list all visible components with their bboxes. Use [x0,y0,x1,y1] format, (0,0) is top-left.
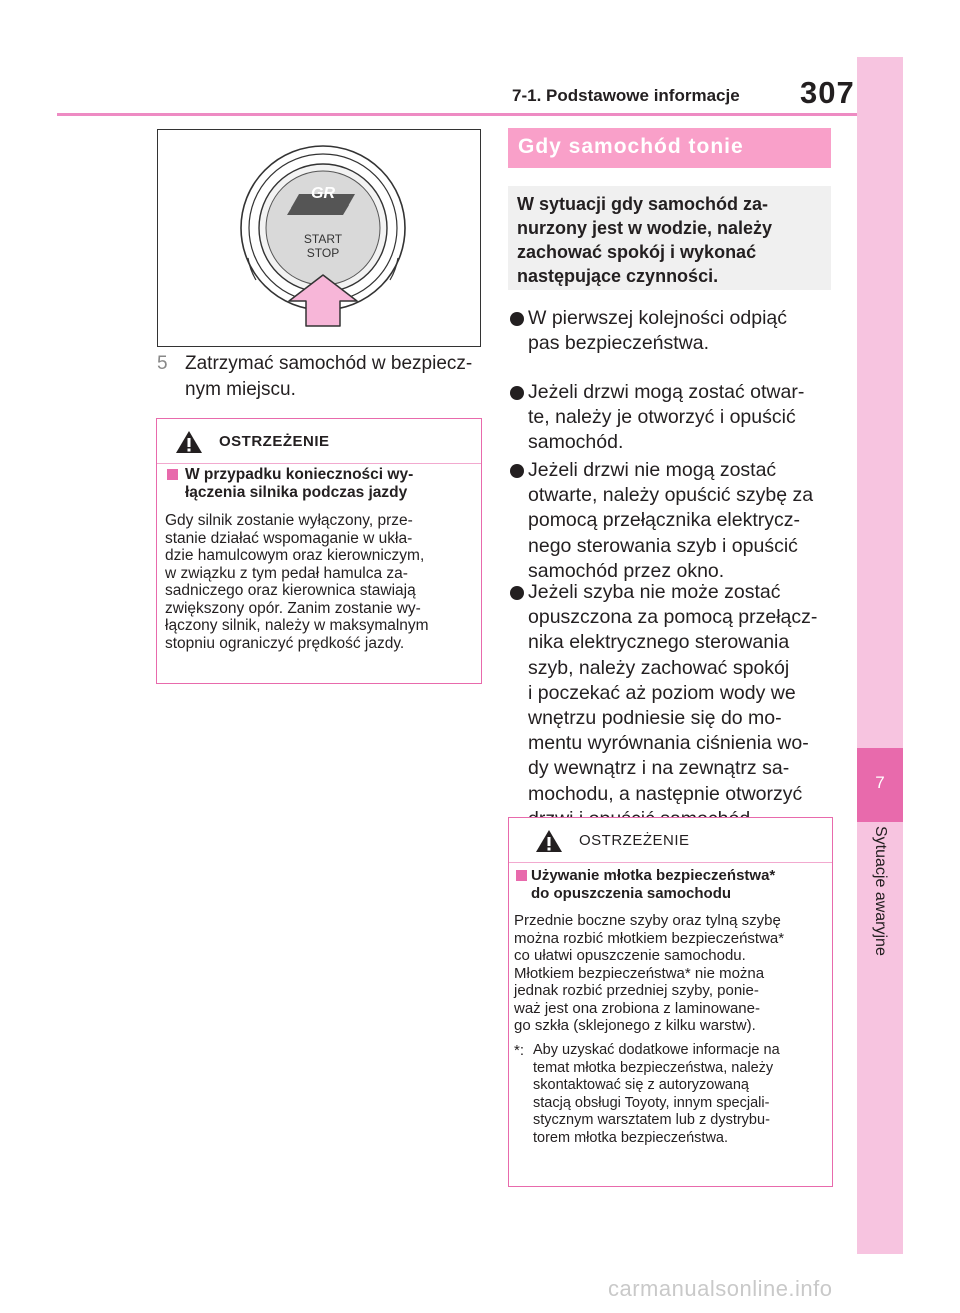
warning-body-line: co ułatwi opuszczenie samochodu. [514,947,746,964]
warning-subtitle [531,867,827,903]
list-item-line: opuszczona za pomocą przełącz- [528,606,818,629]
intro-line: następujące czynności. [517,266,719,286]
warning-body-line: łączony silnik, należy w maksymalnym [165,617,429,634]
square-bullet-icon [167,469,178,480]
footnote-line: stacją obsługi Toyoty, innym specjali- [533,1094,770,1111]
footnote-line: temat młotka bezpieczeństwa, należy [533,1059,774,1076]
list-item-line: pas bezpieczeństwa. [528,332,710,355]
list-item-text [528,380,804,456]
warning-title: OSTRZEŻENIE [219,433,330,450]
button-label-stop: STOP [306,246,340,260]
warning-subtitle-line: Używanie młotka bezpieczeństwa* [531,867,776,884]
intro-line: zachować spokój i wykonać [517,242,757,262]
list-item-line: Jeżeli drzwi nie mogą zostać [528,459,777,481]
footnote-line: stycznym warsztatem lub z dystrybu- [533,1112,770,1128]
bullet-dot-icon [510,386,524,400]
chapter-tab-strip [857,57,903,1254]
gr-logo: GR [311,185,335,202]
step-text [185,351,485,403]
warning-icon [175,429,203,455]
section-title: Gdy samochód tonie [518,135,744,158]
warning-subtitle [185,466,475,502]
warning-body-line: jednak rozbić przedniej szyby, ponie- [514,982,759,999]
square-bullet-icon [516,870,527,881]
chapter-label [866,826,894,1066]
list-item-line: Jeżeli drzwi mogą zostać otwar- [528,381,805,403]
bullet-dot-icon [510,312,524,326]
warning-body [165,512,477,652]
start-stop-illustration [157,129,481,347]
footnote-line: Aby uzyskać dodatkowe informacje na [533,1042,780,1058]
list-item-line: W pierwszej kolejności odpiąć [528,307,788,329]
chapter-number: 7 [857,748,903,822]
button-label-start: START [303,232,343,246]
warning-icon [535,828,563,854]
warning-body-line: zwiększony opór. Zanim zostanie wy- [165,599,421,617]
list-item-line: nego sterowania szyb i opuścić [528,534,798,557]
list-item-line: i poczekać aż poziom wody we [528,681,796,704]
warning-body-line: go szkła (sklejonego z kilku warstw). [514,1017,756,1034]
step-text-line: Zatrzymać samochód w bezpiecz- [185,353,473,374]
list-item-line: te, należy je otworzyć i opuścić [528,406,796,429]
warning-subtitle-line: W przypadku konieczności wy- [185,466,414,483]
warning-title: OSTRZEŻENIE [579,832,690,849]
warning-body-line: sadniczego oraz kierownica stawiają [165,582,416,599]
list-item-text [528,306,787,356]
warning-header [157,419,481,464]
list-item-line: wnętrzu podniesie się do mo- [528,707,782,730]
warning-body-line: stanie działać wspomaganie w ukła- [165,529,413,547]
warning-subtitle-line: łączenia silnika podczas jazdy [185,484,408,501]
header-divider [57,113,857,116]
intro-line: W sytuacji gdy samochód za- [517,194,769,214]
bullet-dot-icon [510,464,524,478]
warning-subtitle-line: do opuszczenia samochodu [531,885,732,902]
warning-body-line: można rozbić młotkiem bezpieczeństwa* [514,929,785,947]
footnote [533,1042,829,1147]
list-item-text [528,458,813,584]
warning-body-line: stopniu ograniczyć prędkość jazdy. [165,634,405,652]
warning-body-line: waż jest ona zrobiona z laminowane- [514,999,760,1017]
warning-box-driving [156,418,482,684]
footnote-line: torem młotka bezpieczeństwa. [533,1129,729,1146]
list-item-text [528,580,817,832]
list-item-line: samochód. [528,431,624,454]
list-item-line: samochód przez okno. [528,559,725,582]
intro-line: nurzony jest w wodzie, należy [517,218,773,238]
warning-box-hammer [508,817,833,1187]
warning-body-line: Przednie boczne szyby oraz tylną szybę [514,912,781,929]
list-item-line: mentu wyrównania ciśnienia wo- [528,732,809,755]
list-item-line: pomocą przełącznika elektrycz- [528,509,801,532]
warning-body-line: Młotkiem bezpieczeństwa* nie można [514,964,765,982]
watermark: carmanualsonline.info [608,1276,833,1301]
page-number: 307 [800,75,855,110]
warning-header [509,818,832,863]
warning-body-line: w związku z tym pedał hamulca za- [165,564,408,582]
list-item-line: szyb, należy zachować spokój [528,656,790,679]
step-text-line: nym miejscu. [185,379,296,400]
section-intro [517,192,825,288]
footnote-marker: *: [514,1042,525,1059]
section-heading: 7-1. Podstawowe informacje [512,86,740,105]
bullet-dot-icon [510,586,524,600]
warning-body-line: dzie hamulcowym oraz kierowniczym, [165,547,425,564]
list-item-line: dy wewnątrz i na zewnątrz sa- [528,757,790,780]
warning-body [514,912,830,1035]
list-item-line: Jeżeli szyba nie może zostać [528,581,781,603]
warning-body-line: Gdy silnik zostanie wyłączony, prze- [165,512,413,529]
footnote-line: skontaktować się z autoryzowaną [533,1077,749,1093]
step-number: 5 [157,353,168,374]
list-item-line: mochodu, a następnie otworzyć [528,782,803,805]
chapter-label-text: Sytuacje awaryjne [872,826,889,956]
list-item-line: nika elektrycznego sterowania [528,631,790,654]
list-item-line: otwarte, należy opuścić szybę za [528,484,814,507]
